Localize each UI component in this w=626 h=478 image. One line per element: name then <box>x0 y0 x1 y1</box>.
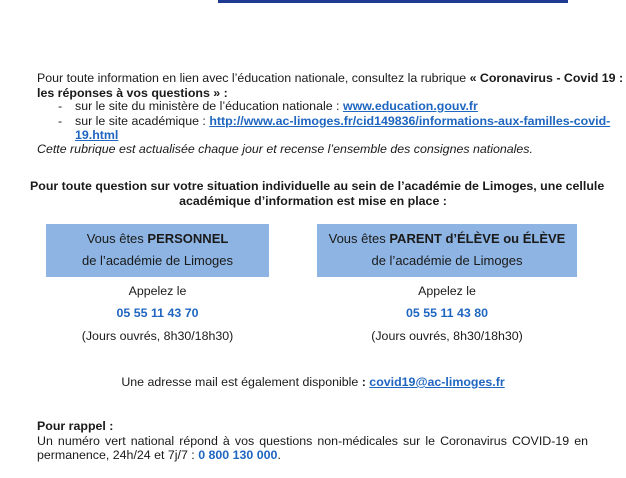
bullet-dash: - <box>58 114 63 128</box>
parent-call-label: Appelez le <box>418 284 476 298</box>
numero-vert[interactable]: 0 800 130 000 <box>198 448 278 462</box>
parent-box-subtitle: de l’académie de Limoges <box>371 253 523 268</box>
personnel-phone[interactable]: 05 55 11 43 70 <box>116 306 199 320</box>
personnel-box-subtitle: de l’académie de Limoges <box>81 253 234 268</box>
intro-line-2: les réponses à vos questions » : <box>37 86 228 100</box>
bullet-dash: - <box>58 99 63 113</box>
intro-note: Cette rubrique est actualisée chaque jour et recense l’ensemble des consignes nationales. <box>37 142 533 156</box>
rappel-line-2: permanence, 24h/24 et 7j/7 : 0 800 130 000. <box>37 448 281 462</box>
parent-phone[interactable]: 05 55 11 43 80 <box>406 306 488 320</box>
academie-link-end[interactable]: 19.html <box>75 128 119 142</box>
mail-link[interactable]: covid19@ac-limoges.fr <box>369 375 505 389</box>
cellule-line-2: académique d’information est mise en place : <box>179 194 447 208</box>
rappel-line-1: Un numéro vert national répond à vos questions non-médicales sur le Coronavirus COVID-19 en <box>37 434 588 448</box>
academie-link[interactable]: http://www.ac-limoges.fr/cid149836/informations-aux-familles-covid- <box>209 114 611 128</box>
cellule-line-1: Pour toute question sur votre situation individuelle au sein de l’académie de Limoges, une cellule <box>30 179 605 193</box>
parent-box-title: Vous êtes PARENT d’ÉLÈVE ou ÉLÈVE <box>328 231 566 246</box>
academie-link-continued <box>75 128 118 143</box>
parent-box <box>317 224 577 277</box>
personnel-call-label: Appelez le <box>128 284 187 298</box>
personnel-box <box>46 224 269 277</box>
bullet-academique: sur le site académique : http://www.ac-limoges.fr/cid149836/informations-aux-familles-covid- <box>75 114 611 128</box>
parent-hours: (Jours ouvrés, 8h30/18h30) <box>371 329 523 343</box>
bullet-ministere: sur le site du ministère de l’éducation nationale : www.education.gouv.fr <box>75 99 478 113</box>
ministere-link[interactable]: www.education.gouv.fr <box>342 99 478 113</box>
mail-line: Une adresse mail est également disponible : covid19@ac-limoges.fr <box>121 375 505 389</box>
personnel-hours: (Jours ouvrés, 8h30/18h30) <box>81 329 234 343</box>
header-rule <box>218 0 568 3</box>
personnel-box-title: Vous êtes PERSONNEL <box>86 231 229 246</box>
intro-line-1: Pour toute information en lien avec l’éducation nationale, consultez la rubrique « Coronavirus - Covid 19 : <box>37 71 624 85</box>
rappel-title: Pour rappel : <box>37 419 114 433</box>
